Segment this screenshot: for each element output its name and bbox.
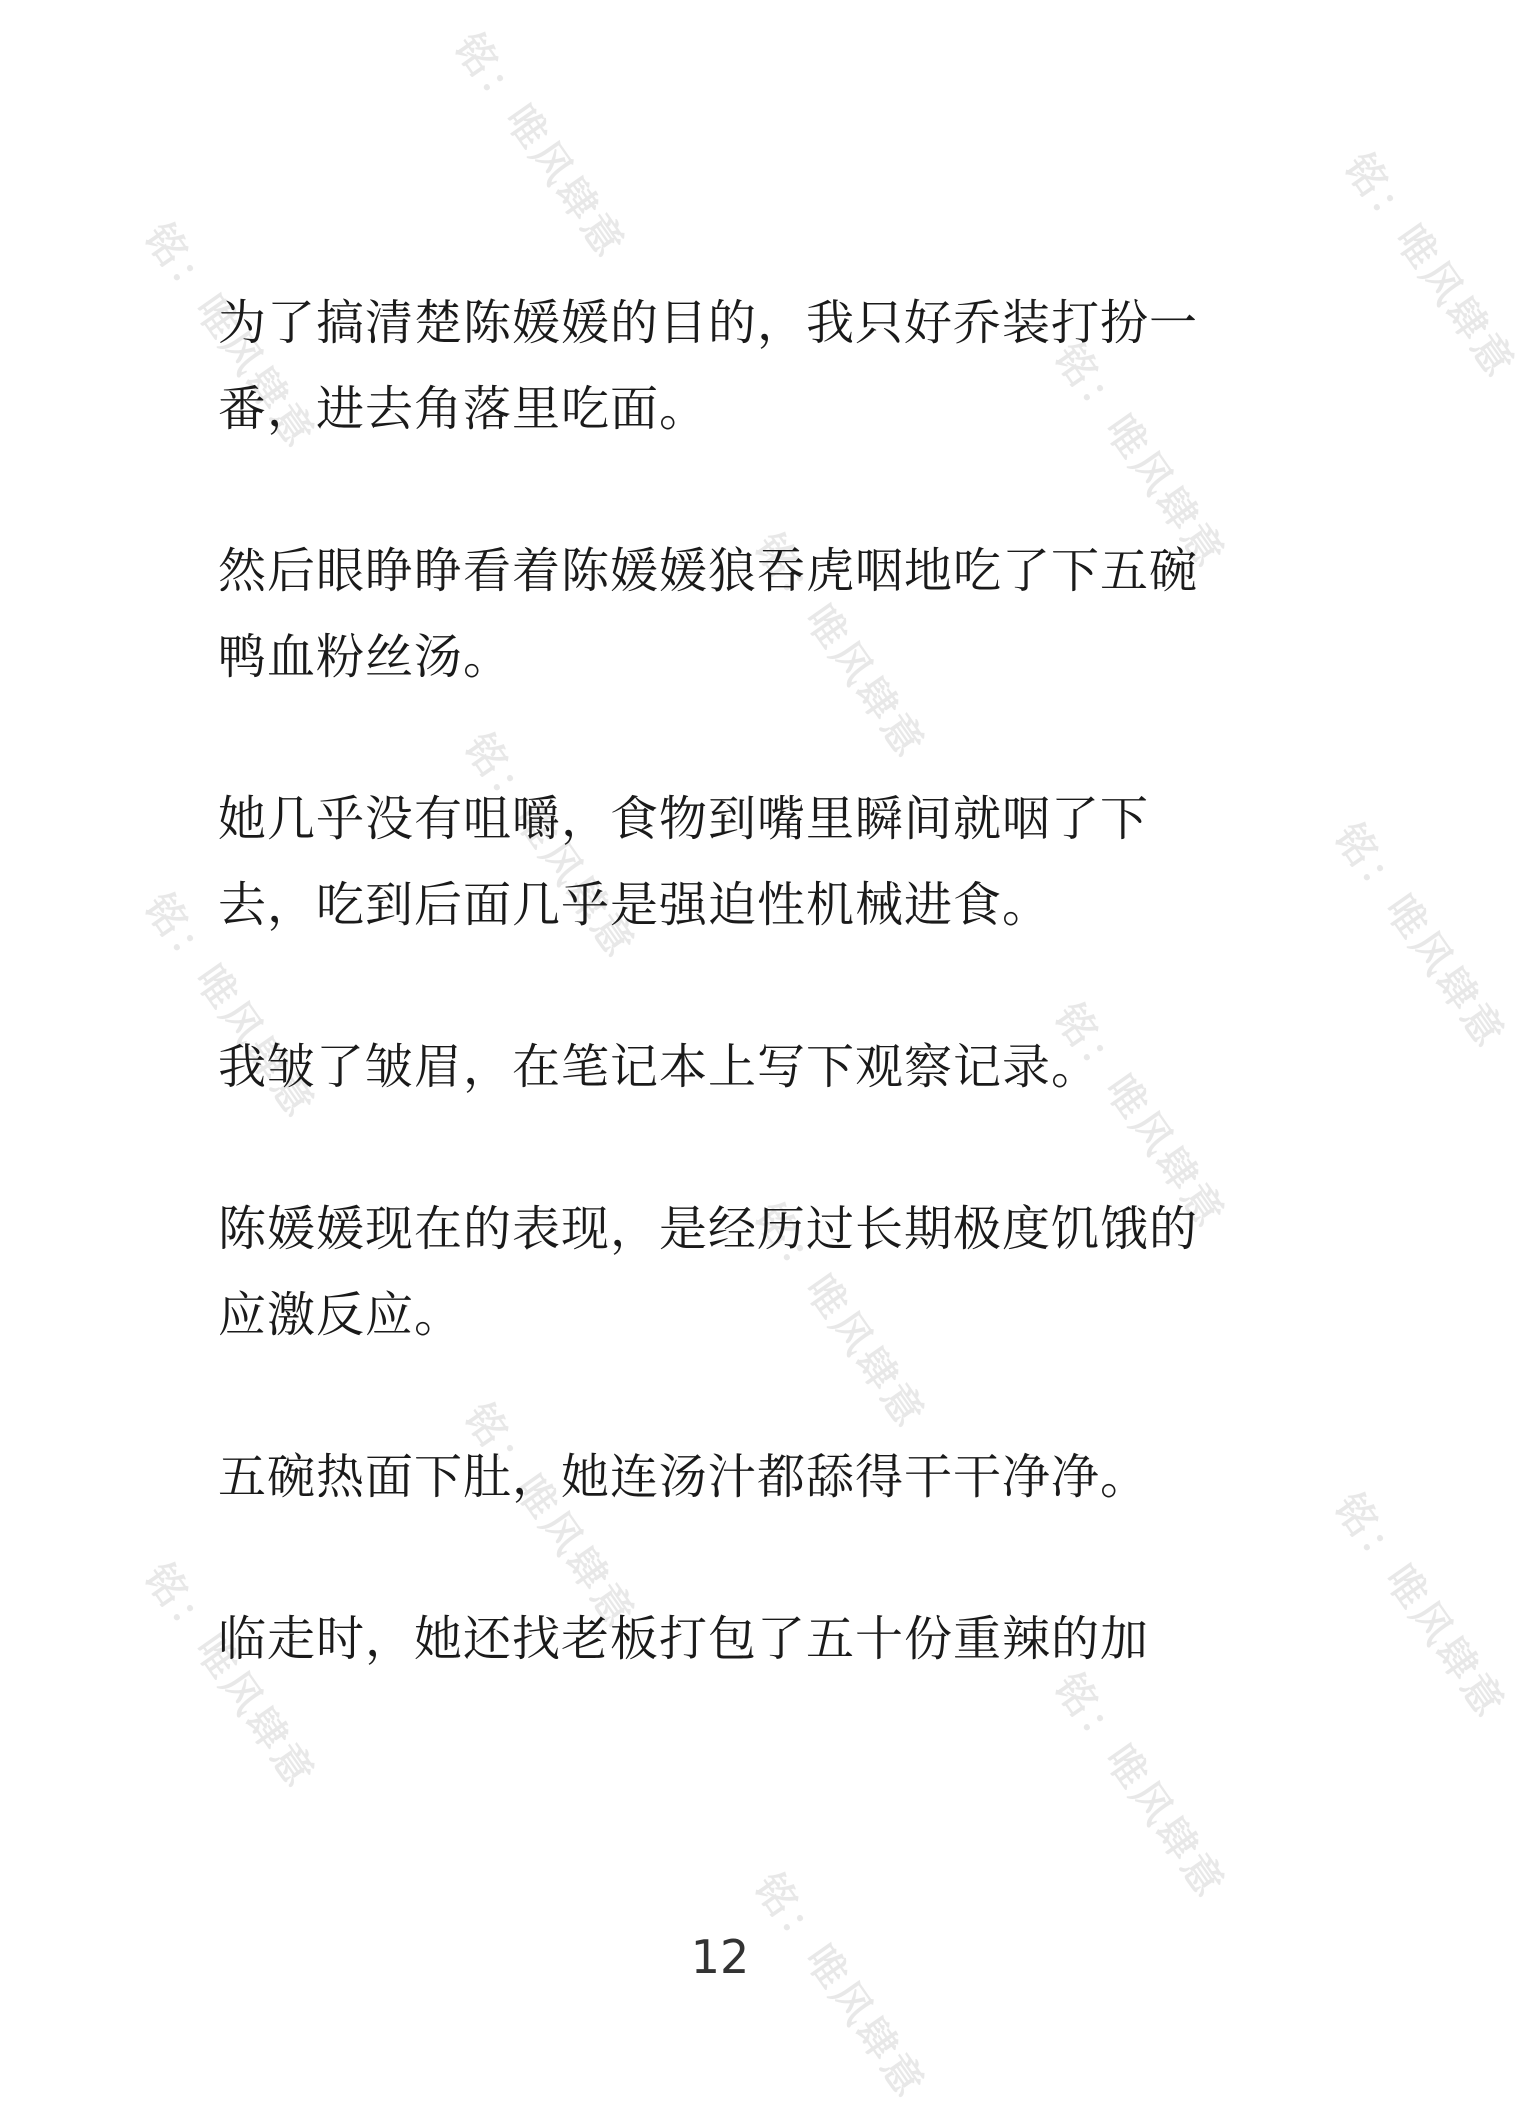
watermark: 铭：唯风肆意 bbox=[1334, 145, 1525, 388]
watermark: 铭：唯风肆意 bbox=[444, 25, 635, 268]
watermark: 铭：唯风肆意 bbox=[454, 725, 645, 968]
paragraph: 临走时，她还找老板打包了五十份重辣的加 bbox=[218, 1611, 1150, 1667]
paragraph: 我皱了皱眉，在笔记本上写下观察记录。 bbox=[218, 1039, 1101, 1095]
watermark: 铭：唯风肆意 bbox=[134, 1555, 325, 1798]
watermark: 铭：唯风肆意 bbox=[134, 215, 325, 458]
watermark: 铭：唯风肆意 bbox=[1044, 1665, 1235, 1908]
paragraph: 为了搞清楚陈媛媛的目的，我只好乔装打扮一番，进去角落里吃面。 bbox=[218, 295, 1199, 437]
watermark: 铭：唯风肆意 bbox=[744, 1195, 935, 1438]
watermark: 铭：唯风肆意 bbox=[744, 525, 935, 768]
page-number: 12 bbox=[690, 1930, 750, 1984]
watermark: 铭：唯风肆意 bbox=[744, 1865, 935, 2108]
watermark: 铭：唯风肆意 bbox=[454, 1395, 645, 1638]
watermark: 铭：唯风肆意 bbox=[1044, 995, 1235, 1238]
paragraph: 陈媛媛现在的表现，是经历过长期极度饥饿的应激反应。 bbox=[218, 1201, 1199, 1343]
watermark: 铭：唯风肆意 bbox=[1324, 1485, 1515, 1728]
watermark: 铭：唯风肆意 bbox=[134, 885, 325, 1128]
paragraph: 五碗热面下肚，她连汤汁都舔得干干净净。 bbox=[218, 1449, 1150, 1505]
watermark: 铭：唯风肆意 bbox=[1324, 815, 1515, 1058]
paragraph: 然后眼睁睁看着陈媛媛狼吞虎咽地吃了下五碗鸭血粉丝汤。 bbox=[218, 543, 1199, 685]
paragraph: 她几乎没有咀嚼，食物到嘴里瞬间就咽了下去，吃到后面几乎是强迫性机械进食。 bbox=[218, 791, 1150, 933]
article-body bbox=[218, 280, 1222, 1758]
watermark: 铭：唯风肆意 bbox=[1044, 335, 1235, 578]
